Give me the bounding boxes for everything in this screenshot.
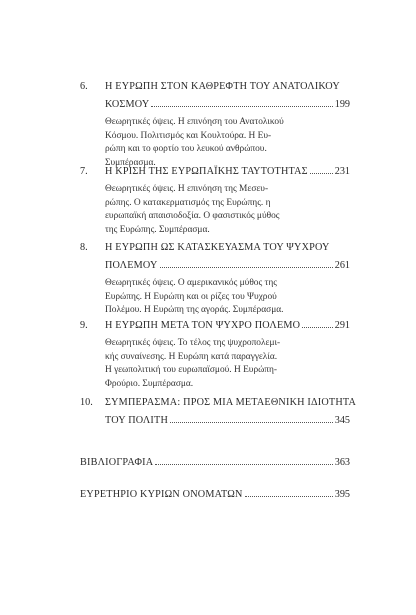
- desc-line: Η γεωπολιτική του ευρωπαϊσμού. Η Ευρώπη-: [105, 365, 278, 376]
- dot-leader: [170, 421, 333, 423]
- chapter-title-cont: ΤΟΥ ΠΟΛΙΤΗ: [105, 415, 168, 426]
- page-number: 345: [334, 415, 350, 426]
- chapter-title: Η ΕΥΡΩΠΗ ΩΣ ΚΑΤΑΣΚΕΥΑΣΜΑ ΤΟΥ ΨΥΧΡΟΥ: [105, 242, 330, 253]
- chapter-title-cont: ΠΟΛΕΜΟΥ: [105, 260, 158, 271]
- desc-line: ρώπη και το φορτίο του λευκού ανθρώπου.: [105, 144, 267, 155]
- desc-line: της Ευρώπης. Συμπέρασμα.: [105, 224, 210, 235]
- toc-chapter-6: [80, 80, 350, 170]
- page-number: 231: [334, 166, 350, 177]
- desc-line: Συμπέρασμα.: [105, 157, 156, 168]
- desc-line: Ευρώπης. Η Ευρώπη και οι ρίζες του Ψυχρού: [105, 291, 277, 302]
- chapter-description: [105, 337, 350, 391]
- chapter-title: Η ΕΥΡΩΠΗ ΜΕΤΑ ΤΟΝ ΨΥΧΡΟ ΠΟΛΕΜΟ: [105, 320, 301, 331]
- desc-line: Πολέμου. Η Ευρώπη της αγοράς. Συμπέρασμα.: [105, 305, 284, 316]
- backmatter-title: ΕΥΡΕΤΗΡΙΟ ΚΥΡΙΩΝ ΟΝΟΜΑΤΩΝ: [80, 489, 243, 500]
- toc-chapter-7: [80, 165, 350, 237]
- chapter-description: [105, 183, 350, 237]
- desc-line: Θεωρητικές όψεις. Η επινόηση του Ανατολικού: [105, 117, 284, 127]
- chapter-description: [105, 277, 350, 318]
- chapter-number: 6.: [80, 81, 88, 92]
- chapter-title: Η ΚΡΙΣΗ ΤΗΣ ΕΥΡΩΠΑΪΚΗΣ ΤΑΥΤΟΤΗΤΑΣ: [105, 166, 308, 177]
- chapter-description: [105, 116, 350, 170]
- page-number: 291: [334, 320, 350, 331]
- page-number: 395: [334, 489, 350, 500]
- chapter-title: ΣΥΜΠΕΡΑΣΜΑ: ΠΡΟΣ ΜΙΑ ΜΕΤΑΕΘΝΙΚΗ ΙΔΙΟΤΗΤΑ: [105, 397, 357, 408]
- chapter-title-cont: ΚΟΣΜΟΥ: [105, 99, 150, 110]
- chapter-number: 9.: [80, 320, 88, 331]
- chapter-number: 10.: [80, 397, 93, 408]
- desc-line: Θεωρητικές όψεις. Το τέλος της ψυχροπολεμι-: [105, 338, 281, 348]
- desc-line: κής συναίνεσης. Η Ευρώπη κατά παραγγελία.: [105, 351, 278, 362]
- toc-chapter-9: [80, 319, 350, 391]
- desc-line: ρώπης. Ο κατακερματισμός της Ευρώπης. η: [105, 197, 271, 208]
- page-number: 199: [334, 99, 350, 110]
- dot-leader: [155, 463, 332, 465]
- toc-name-index: [80, 488, 350, 502]
- desc-line: Κόσμου. Πολιτισμός και Κουλτούρα. Η Ευ-: [105, 130, 272, 141]
- desc-line: Φρούριο. Συμπέρασμα.: [105, 378, 194, 389]
- chapter-number: 8.: [80, 242, 88, 253]
- backmatter-title: ΒΙΒΛΙΟΓΡΑΦΙΑ: [80, 457, 154, 468]
- page-number: 363: [334, 457, 350, 468]
- dot-leader: [245, 495, 333, 497]
- toc-chapter-8: [80, 241, 350, 318]
- page-number: 261: [334, 260, 350, 271]
- dot-leader: [302, 326, 333, 328]
- toc-bibliography: [80, 456, 350, 470]
- chapter-number: 7.: [80, 166, 88, 177]
- desc-line: Θεωρητικές όψεις. Η επινόηση της Μεσευ-: [105, 184, 269, 194]
- dot-leader: [310, 172, 333, 174]
- chapter-title: Η ΕΥΡΩΠΗ ΣΤΟΝ ΚΑΘΡΕΦΤΗ ΤΟΥ ΑΝΑΤΟΛΙΚΟΥ: [105, 81, 340, 92]
- desc-line: ευρωπαϊκή απαισιοδοξία. Ο φασιστικός μύθος: [105, 211, 280, 222]
- toc-chapter-10: [80, 396, 357, 428]
- dot-leader: [151, 105, 332, 107]
- dot-leader: [160, 266, 333, 268]
- desc-line: Θεωρητικές όψεις. Ο αμερικανικός μύθος της: [105, 278, 277, 288]
